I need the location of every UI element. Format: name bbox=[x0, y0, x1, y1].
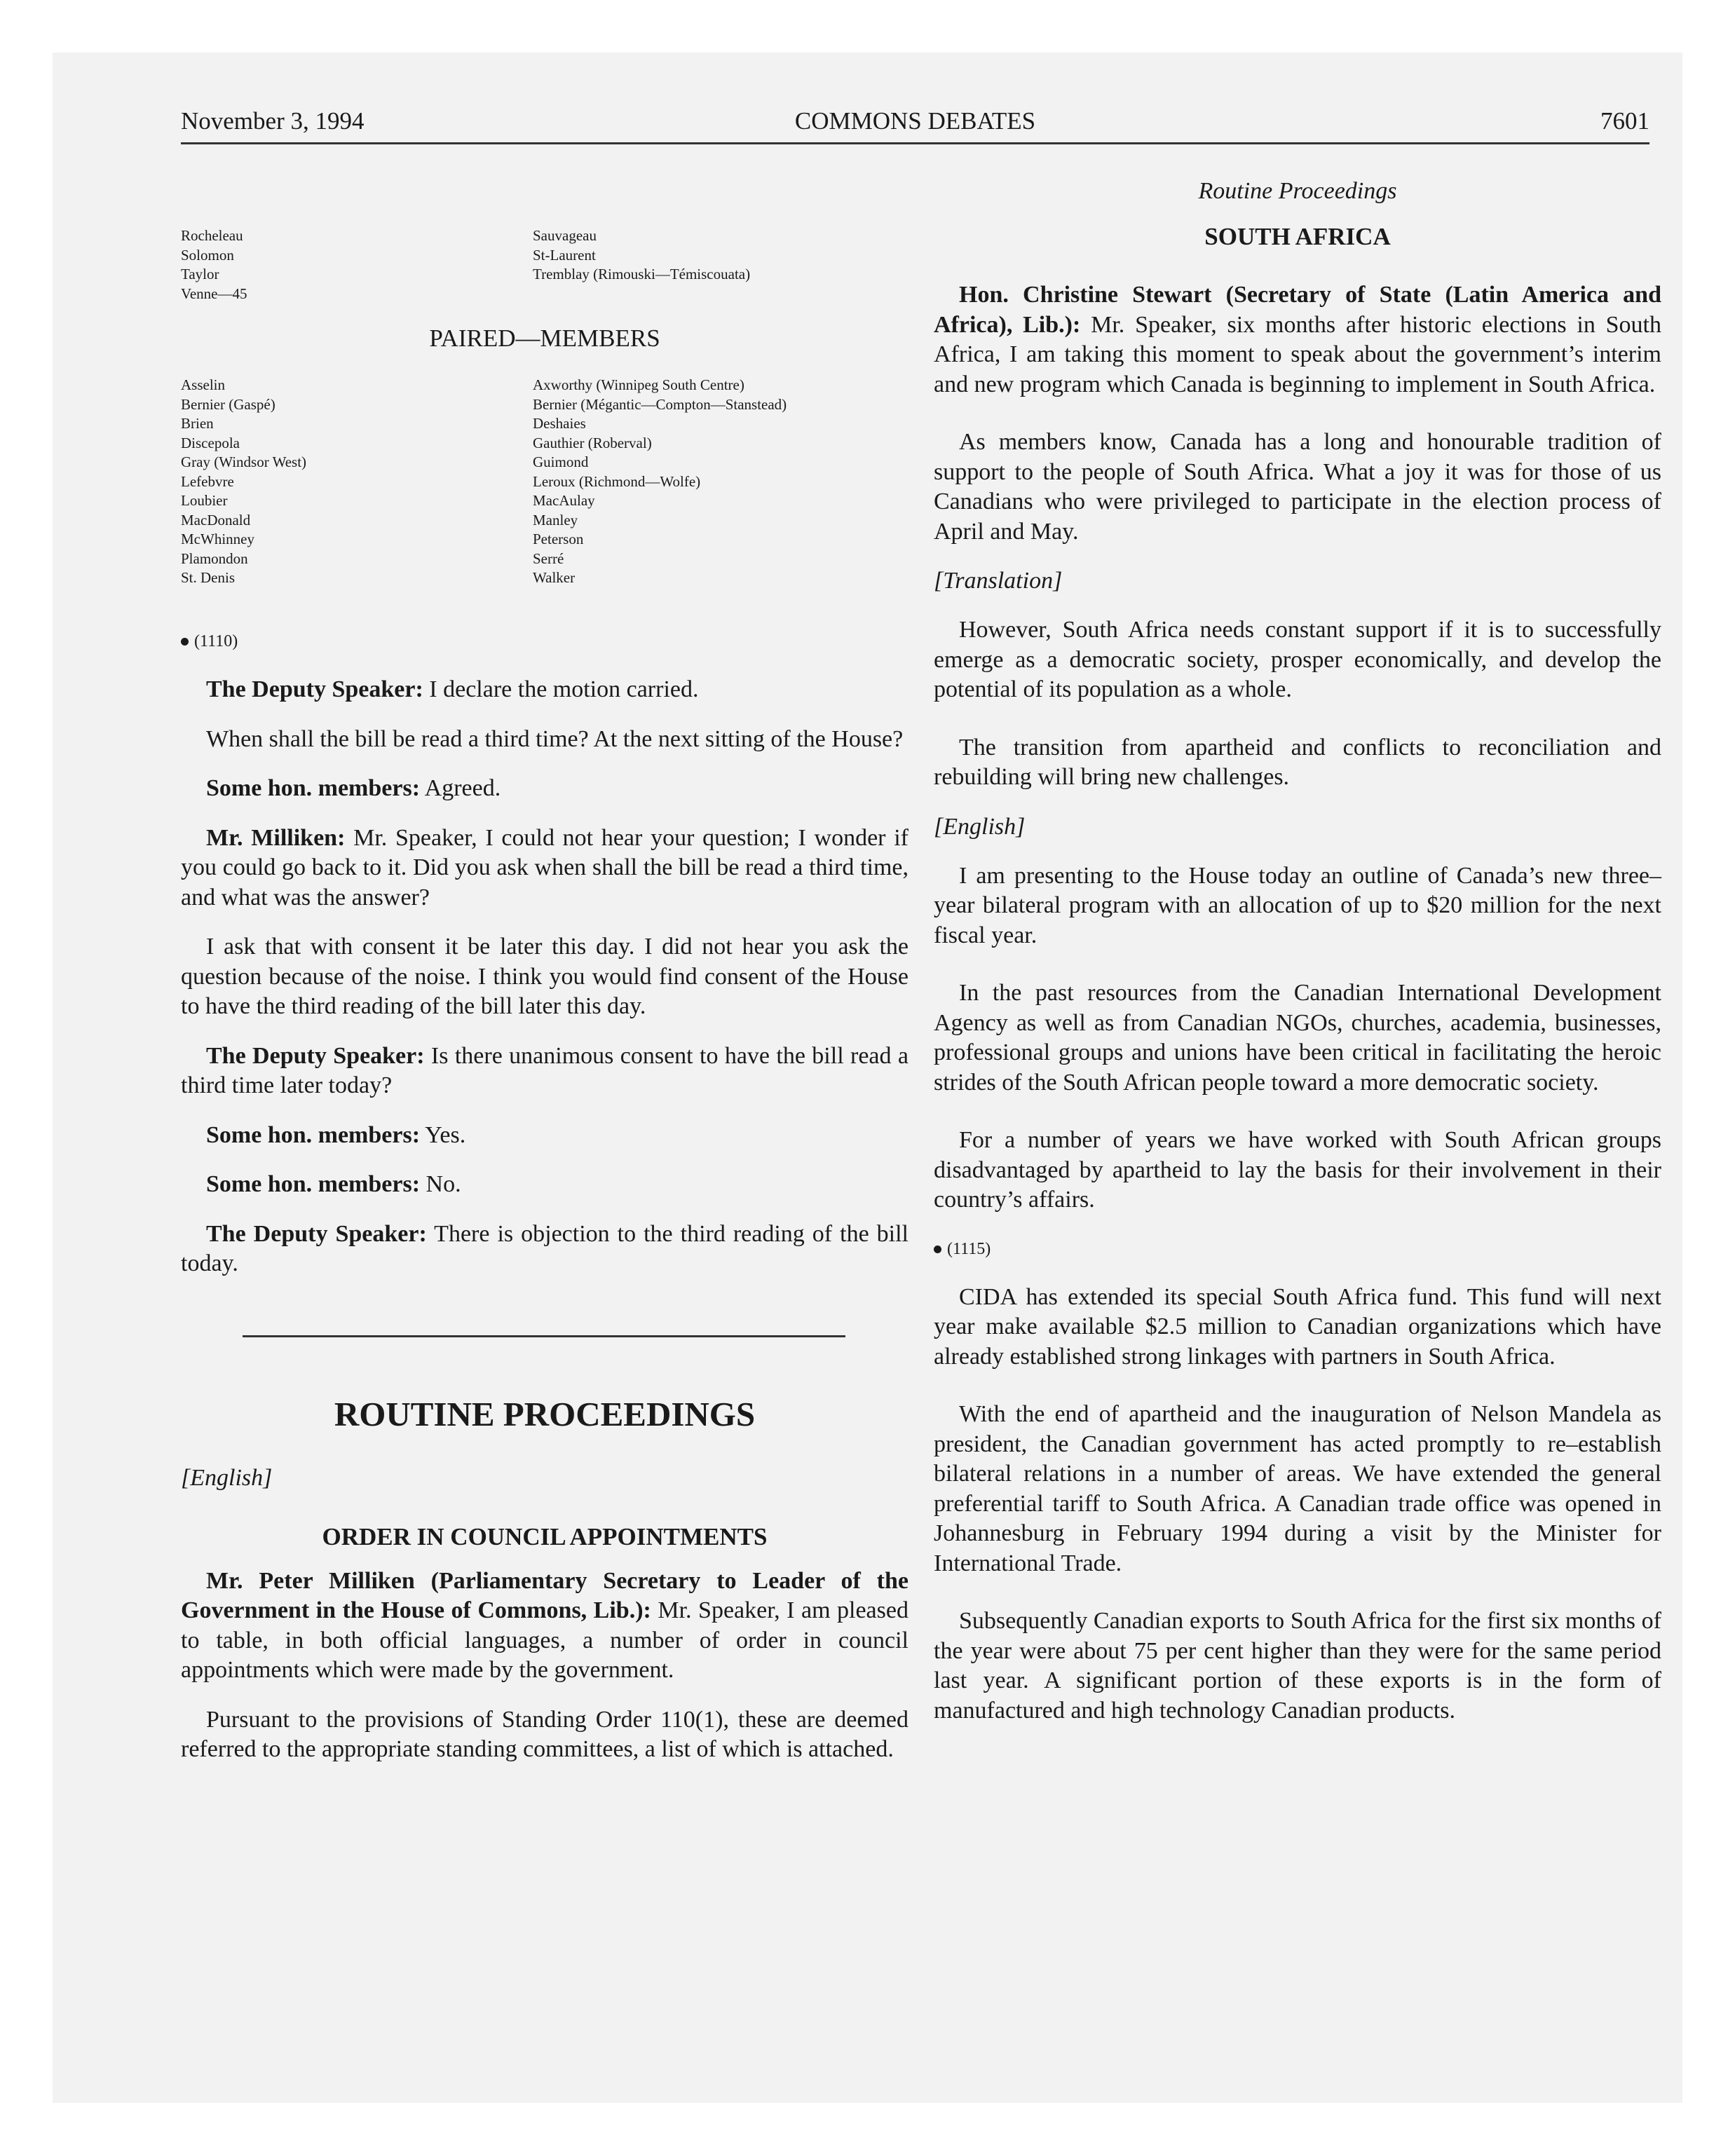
sub-heading: ORDER IN COUNCIL APPOINTMENTS bbox=[322, 1522, 768, 1550]
list-item: Solomon bbox=[181, 246, 234, 264]
paired-members-heading: PAIRED—MEMBERS bbox=[429, 325, 660, 352]
speaker-name: Some hon. members: bbox=[206, 1121, 421, 1148]
speech-text: Mr. Speaker, six months after historic elections in South Africa, I am taking this moment to speak about the government’s interim and new program which Canada is beginning to implement in South Africa. bbox=[934, 311, 1661, 397]
list-item: Leroux (Richmond—Wolfe) bbox=[533, 472, 701, 490]
left-column bbox=[181, 175, 909, 1765]
speech-text: There is objection to the third reading of the bill today. bbox=[181, 1220, 909, 1276]
time-marker-text: (1115) bbox=[947, 1239, 991, 1258]
paired-list-left bbox=[181, 376, 306, 588]
list-item: Sauvageau bbox=[533, 227, 597, 244]
list-item: Gauthier (Roberval) bbox=[533, 434, 652, 451]
paragraph bbox=[181, 675, 909, 705]
paragraph: The transition from apartheid and conflicts to reconciliation and rebuilding will bring new challenges. bbox=[934, 734, 1661, 790]
paragraph: As members know, Canada has a long and honourable tradition of support to the people of South Africa. What a joy it was for those of us Canadians who were privileged to participate in the election process of April and May. bbox=[934, 429, 1661, 545]
list-item: Bernier (Gaspé) bbox=[181, 395, 275, 413]
list-item: MacAulay bbox=[533, 492, 595, 509]
bullet-icon bbox=[181, 638, 189, 646]
list-item: Plamondon bbox=[181, 550, 248, 567]
list-item: McWhinney bbox=[181, 531, 254, 547]
paragraph: For a number of years we have worked with South African groups disadvantaged by apartheid to lay the basis for their involvement in their country’s affairs. bbox=[934, 1127, 1661, 1213]
paragraph: Pursuant to the provisions of Standing Order 110(1), these are deemed referred to the appropriate standing committees, a list of which is attached. bbox=[181, 1706, 909, 1762]
paragraph bbox=[181, 1170, 909, 1200]
paired-list-right bbox=[533, 376, 787, 588]
list-item: Brien bbox=[181, 415, 214, 432]
section-heading: SOUTH AFRICA bbox=[1204, 223, 1391, 250]
list-item: Lefebvre bbox=[181, 472, 234, 490]
speaker-name: Some hon. members: bbox=[206, 775, 421, 801]
list-item: St. Denis bbox=[181, 569, 236, 586]
speaker-name: Some hon. members: bbox=[206, 1171, 421, 1197]
paragraph bbox=[934, 280, 1661, 400]
list-item: St-Laurent bbox=[533, 246, 596, 264]
list-item: Gray (Windsor West) bbox=[181, 453, 307, 470]
list-item: Serré bbox=[533, 550, 564, 567]
speaker-name: Mr. Peter Milliken (Parliamentary Secretary to Leader of the Government in the House of Commons, Lib.): bbox=[181, 1567, 909, 1623]
list-item: Discepola bbox=[181, 434, 240, 451]
paragraph: Subsequently Canadian exports to South Africa for the first six months of the year were about 75 per cent higher than they were for the same period last year. A significant portion of these exports is in the form of manufactured and high technology Canadian products. bbox=[934, 1608, 1661, 1724]
list-item: Asselin bbox=[181, 376, 225, 393]
speech-text: No. bbox=[420, 1171, 461, 1197]
language-tag: [Translation] bbox=[934, 568, 1063, 594]
speech-text: Is there unanimous consent to have the bill read a third time later today? bbox=[181, 1042, 909, 1098]
time-marker bbox=[181, 627, 909, 655]
list-item: Axworthy (Winnipeg South Centre) bbox=[533, 376, 744, 393]
paragraph: I ask that with consent it be later this day. I did not hear you ask the question because of the noise. I think you would find consent of the House to have the third reading of the bill later this day. bbox=[181, 934, 909, 1019]
list-item: Rocheleau bbox=[181, 227, 243, 244]
paragraph bbox=[181, 1121, 909, 1151]
paragraph: In the past resources from the Canadian International Development Agency as well as from Canadian NGOs, churches, academia, businesses, professional groups and unions have been critical in facilitating the heroic strides of the South African people toward a more democratic society. bbox=[934, 980, 1661, 1096]
header-page-number: 7601 bbox=[1600, 107, 1649, 135]
vote-list-left bbox=[181, 226, 247, 303]
list-item: Loubier bbox=[181, 492, 228, 509]
list-item: Manley bbox=[533, 511, 578, 528]
time-marker-text: (1110) bbox=[194, 632, 238, 650]
list-item: Deshaies bbox=[533, 415, 586, 432]
vote-list-right bbox=[533, 226, 750, 285]
paragraph bbox=[181, 1567, 909, 1686]
list-item: Peterson bbox=[533, 531, 584, 547]
speaker-name: Mr. Milliken: bbox=[206, 824, 346, 851]
speaker-name: The Deputy Speaker: bbox=[206, 676, 423, 702]
speaker-name: Hon. Christine Stewart (Secretary of State (Latin America and Africa), Lib.): bbox=[934, 282, 1661, 338]
list-item: Tremblay (Rimouski—Témiscouata) bbox=[533, 266, 751, 282]
list-item: Walker bbox=[533, 569, 576, 586]
running-header bbox=[181, 104, 1649, 144]
paragraph: CIDA has extended its special South Africa fund. This fund will next year make available $2.5 million to Canadian organizations which have already established strong linkages with partners in South Africa. bbox=[934, 1283, 1661, 1370]
list-item: Venne—45 bbox=[181, 285, 247, 302]
header-publication: COMMONS DEBATES bbox=[794, 107, 1036, 135]
language-tag: [English] bbox=[181, 1464, 273, 1491]
speech-text: Mr. Speaker, I am pleased to table, in both official languages, a number of order in council appointments which were made by the government. bbox=[181, 1597, 909, 1683]
list-item: MacDonald bbox=[181, 511, 251, 528]
paragraph bbox=[181, 774, 909, 804]
paragraph: When shall the bill be read a third time? At the next sitting of the House? bbox=[206, 725, 904, 752]
speaker-name: The Deputy Speaker: bbox=[206, 1042, 425, 1069]
paragraph: I am presenting to the House today an outline of Canada’s new three–year bilateral program with an allocation of up to $20 million for the next fiscal year. bbox=[934, 862, 1661, 948]
paragraph bbox=[181, 1042, 909, 1101]
speech-text: Agreed. bbox=[420, 775, 501, 801]
speech-text: Mr. Speaker, I could not hear your question; I wonder if you could go back to it. Did you ask when shall the bill be read a third time, and what was the answer? bbox=[181, 824, 909, 910]
paragraph: However, South Africa needs constant support if it is to successfully emerge as a democratic society, prosper economically, and develop the potential of its population as a whole. bbox=[934, 617, 1661, 702]
list-item: Taylor bbox=[181, 266, 219, 282]
language-tag: [English] bbox=[934, 813, 1026, 840]
running-section-title: Routine Proceedings bbox=[1198, 178, 1397, 204]
header-date: November 3, 1994 bbox=[181, 107, 365, 135]
section-title: ROUTINE PROCEEDINGS bbox=[334, 1394, 756, 1433]
vote-lists bbox=[181, 175, 909, 627]
time-marker bbox=[934, 1235, 1661, 1263]
speech-text: Yes. bbox=[420, 1121, 466, 1148]
paragraph bbox=[181, 1220, 909, 1279]
bullet-icon bbox=[934, 1246, 941, 1253]
paragraph: With the end of apartheid and the inauguration of Nelson Mandela as president, the Canadian government has acted promptly to re–establish bilateral relations in a number of areas. We have extended the general preferential tariff to South Africa. A Canadian trade office was opened in Johannesburg in February 1994 during a visit by the Minister for International Trade. bbox=[934, 1401, 1661, 1576]
right-column bbox=[934, 175, 1661, 1726]
list-item: Guimond bbox=[533, 453, 589, 470]
speech-text: I declare the motion carried. bbox=[423, 676, 699, 702]
paragraph bbox=[181, 824, 909, 913]
list-item: Bernier (Mégantic—Compton—Stanstead) bbox=[533, 395, 787, 413]
speaker-name: The Deputy Speaker: bbox=[206, 1220, 427, 1247]
